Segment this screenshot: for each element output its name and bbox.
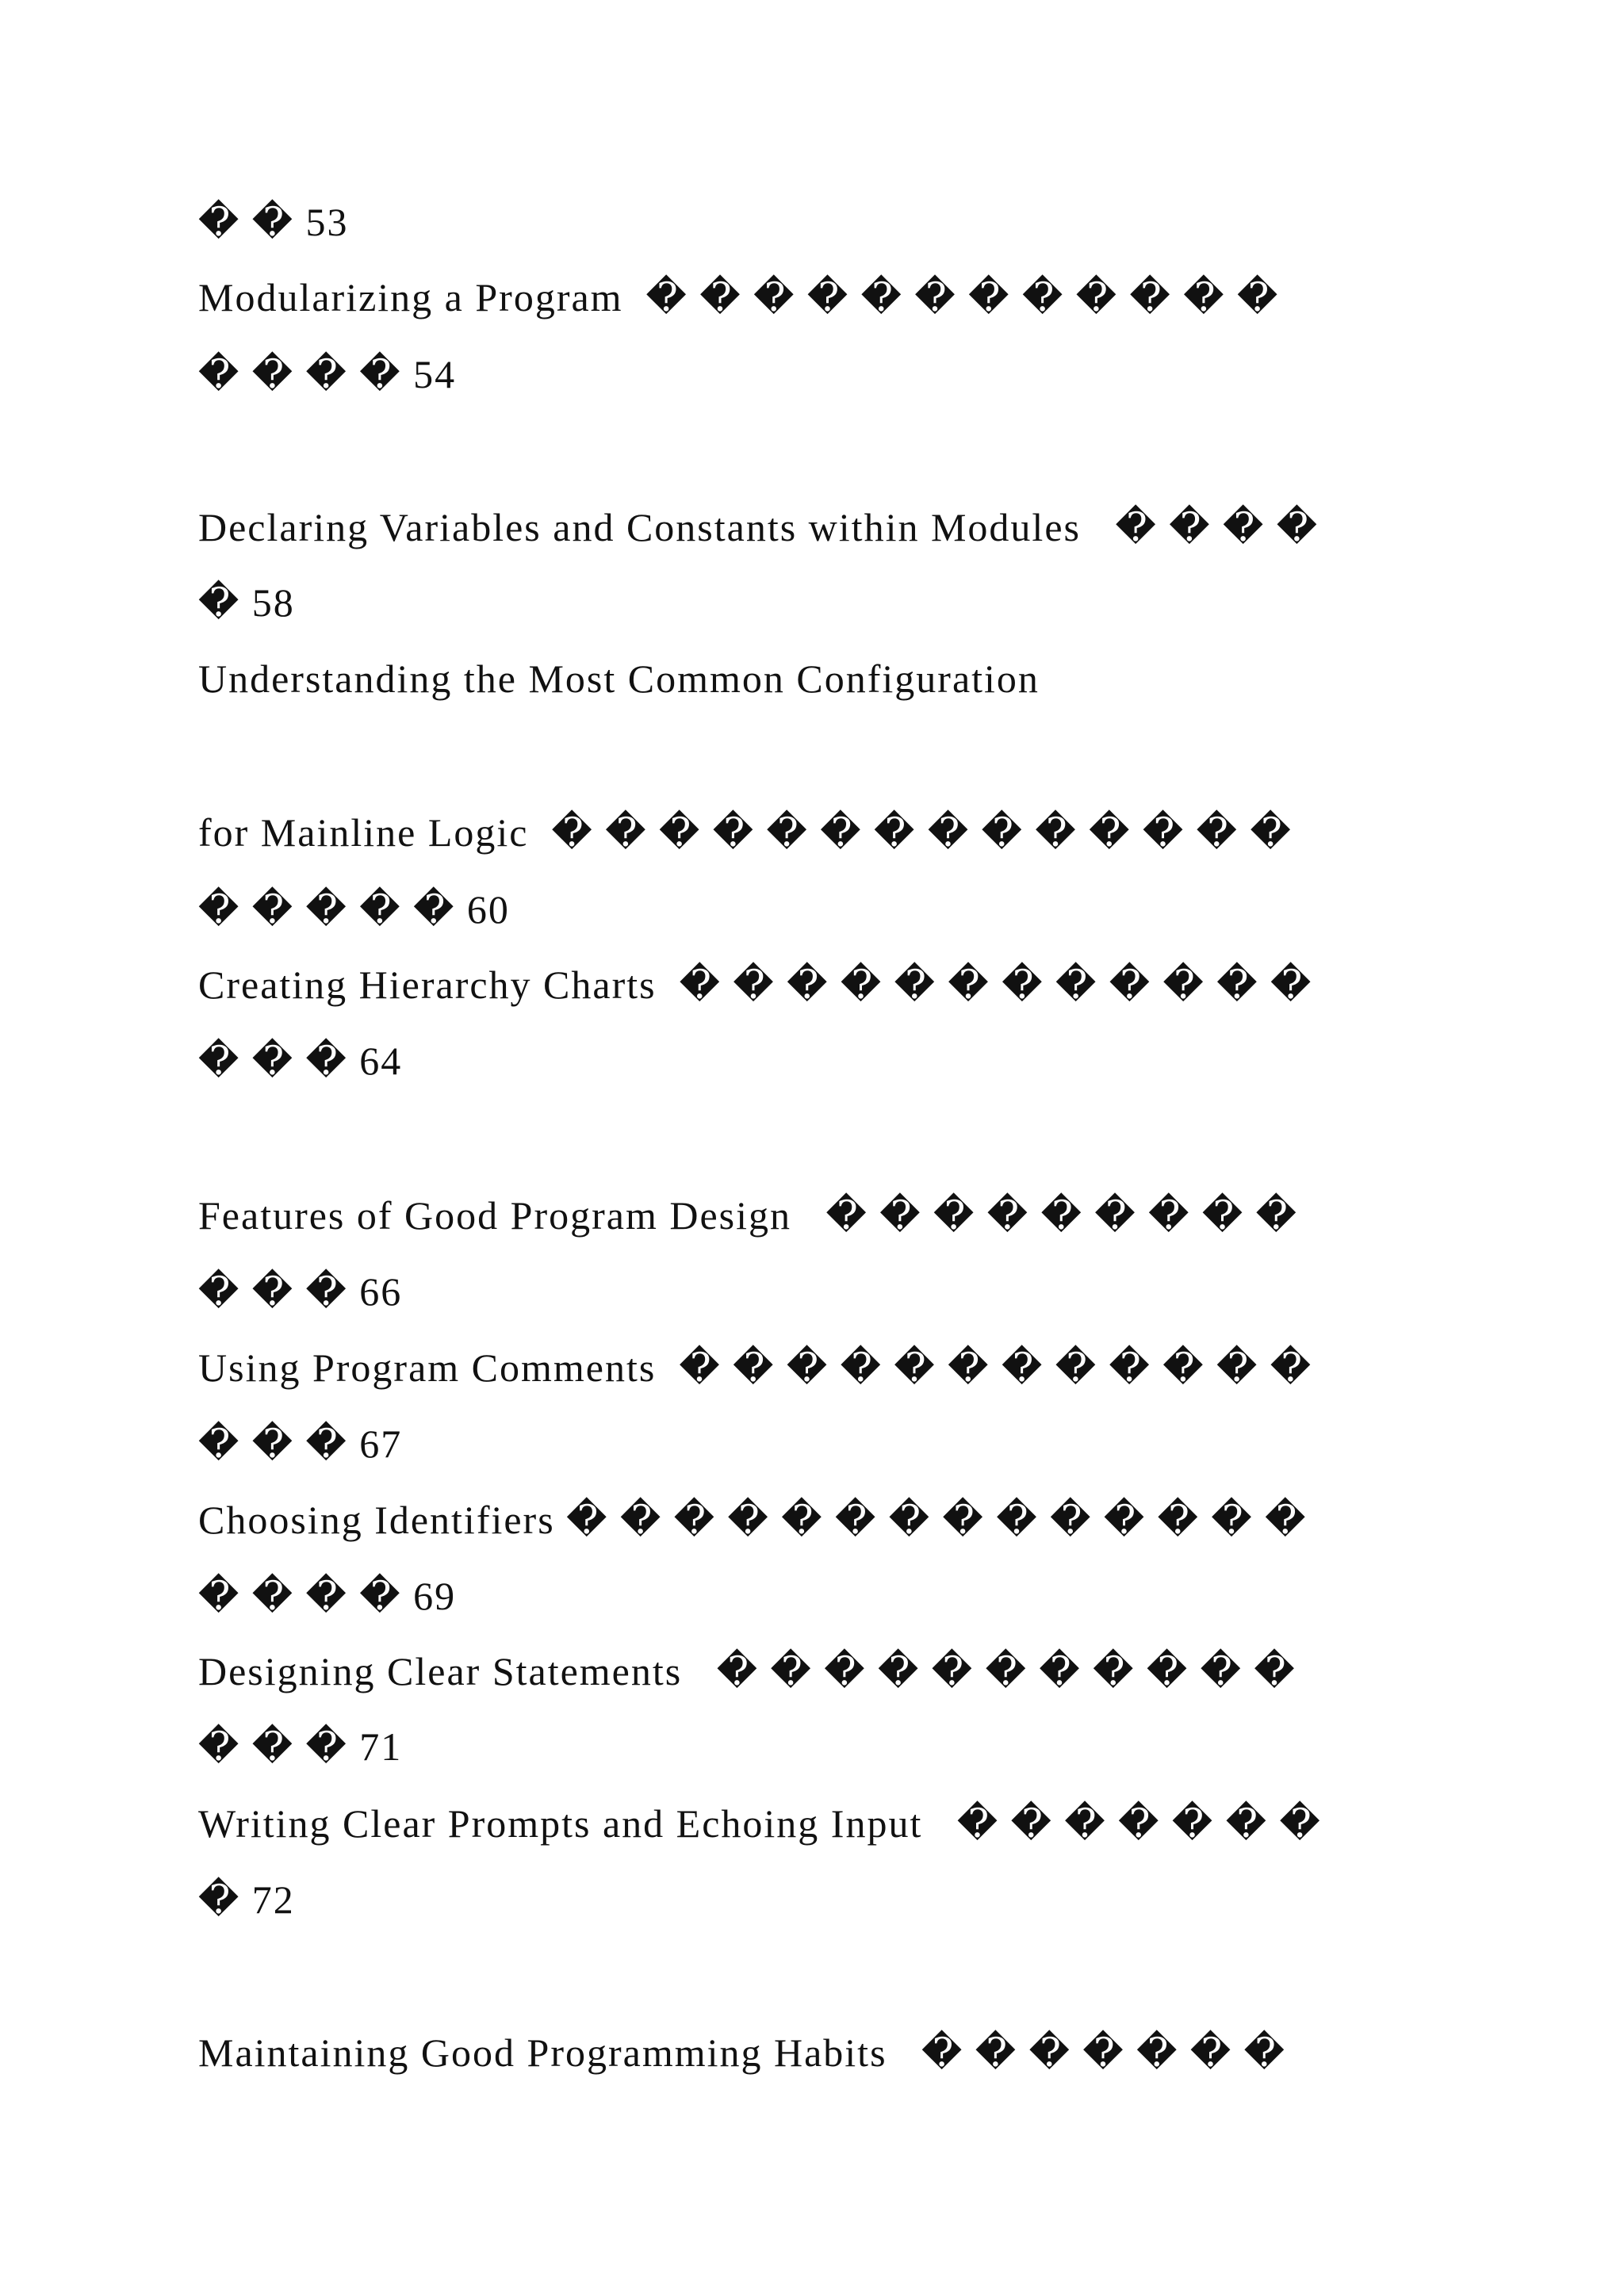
- toc-line: � � � 66: [198, 1269, 403, 1314]
- toc-line: Writing Clear Prompts and Echoing Input � � � � � � �: [198, 1801, 1322, 1846]
- toc-line: Understanding the Most Common Configuration: [198, 656, 1040, 701]
- toc-line: � � � � 69: [198, 1574, 457, 1618]
- toc-line: for Mainline Logic � � � � � � � � � � � � � �: [198, 810, 1293, 855]
- toc-line: Choosing Identifiers � � � � � � � � � � � � � �: [198, 1498, 1308, 1542]
- toc-line: Modularizing a Program � � � � � � � � � � � �: [198, 275, 1280, 320]
- toc-line: � 58: [198, 580, 295, 625]
- toc-line: � � � 67: [198, 1422, 403, 1466]
- toc-line: Features of Good Program Design � � � � � � � � �: [198, 1193, 1298, 1238]
- toc-line: � � � � � 60: [198, 887, 510, 932]
- toc-line: Using Program Comments � � � � � � � � � � � �: [198, 1345, 1313, 1390]
- toc-page: [198, 0, 1451, 2296]
- toc-line: � � � 64: [198, 1039, 403, 1083]
- toc-line: � � 53: [198, 200, 349, 244]
- toc-line: Declaring Variables and Constants within Modules � � � �: [198, 505, 1320, 549]
- toc-line: Designing Clear Statements � � � � � � � � � � �: [198, 1649, 1297, 1693]
- toc-line: Creating Hierarchy Charts � � � � � � � � � � � �: [198, 962, 1313, 1007]
- toc-line: � � � � 54: [198, 352, 457, 396]
- toc-line: Maintaining Good Programming Habits � � � � � � �: [198, 2030, 1286, 2075]
- toc-line: � � � 71: [198, 1724, 403, 1769]
- toc-line: � 72: [198, 1877, 295, 1922]
